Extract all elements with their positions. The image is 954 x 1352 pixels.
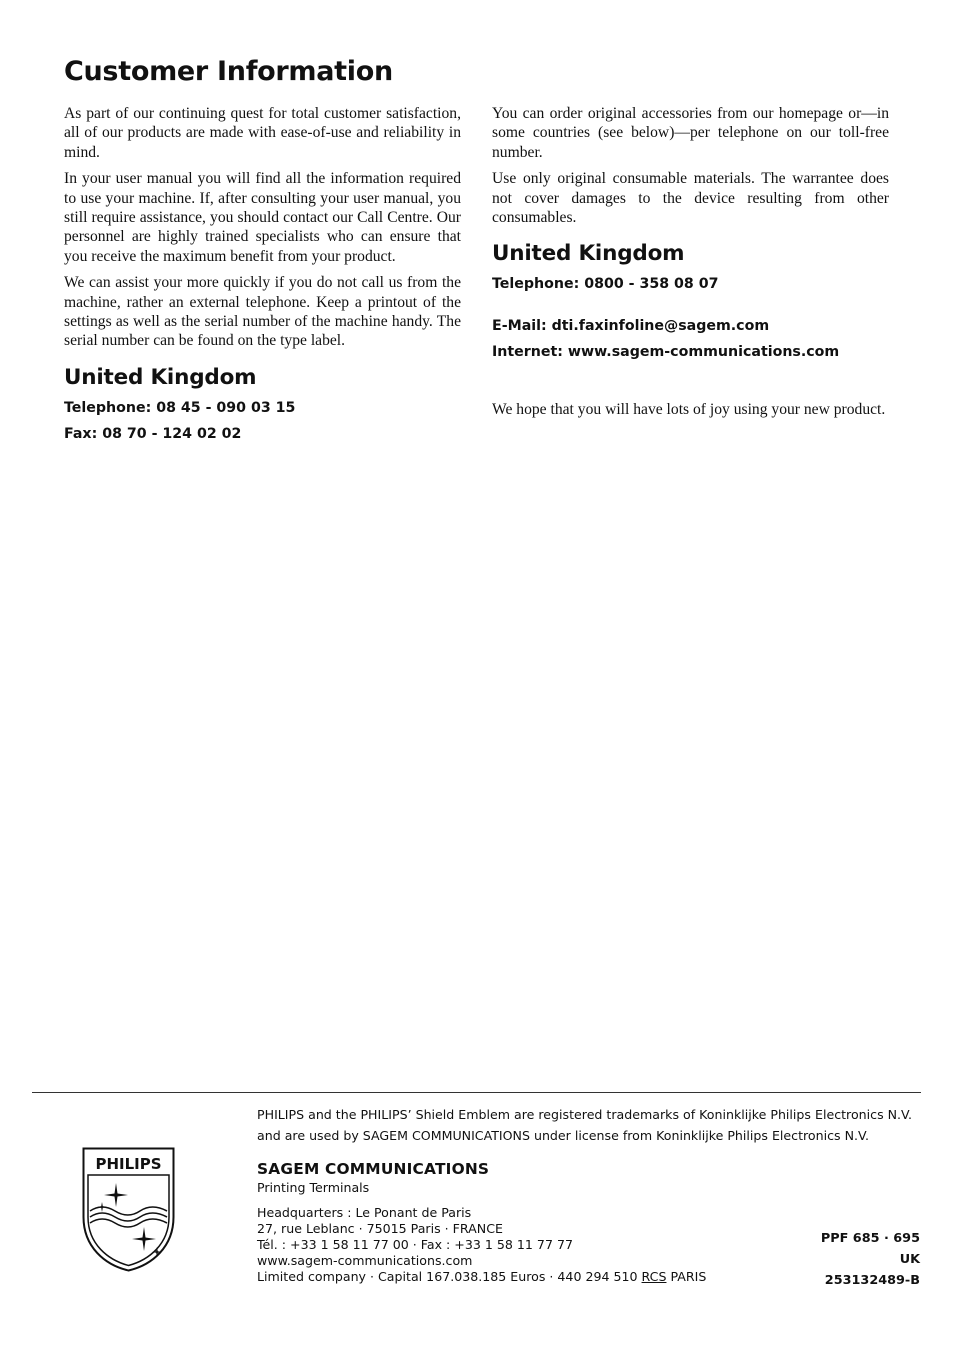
- star-icon: [152, 1247, 162, 1257]
- consumables-paragraph: Use only original consumable materials. The warrantee does not cover damages to the device resulting from other consumables.: [492, 170, 889, 227]
- model-info: [821, 1228, 920, 1291]
- legal-suffix: PARIS: [666, 1269, 707, 1284]
- company-division: Printing Terminals: [257, 1180, 370, 1195]
- company-name: SAGEM COMMUNICATIONS: [257, 1160, 490, 1178]
- manual-paragraph: In your user manual you will find all the information required to use your machine. If, after consulting your user manual, you still require assistance, you should contact our Call Centre. Our personnel are highly trained specialists who can ensure that you receive the maximum benefit from your product.: [64, 170, 461, 265]
- accessories-paragraph: You can order original accessories from our homepage or—in some countries (see below)—per telephone on our toll-free number.: [492, 105, 889, 161]
- part-number: 253132489-B: [824, 1273, 920, 1288]
- right-column: [492, 104, 889, 427]
- section-heading-uk-support: United Kingdom: [64, 364, 257, 390]
- model-number: PPF 685 · 695: [820, 1231, 920, 1246]
- trademark-line-2: and are used by SAGEM COMMUNICATIONS under license from Koninklijke Philips Electronics N.V.: [257, 1128, 870, 1143]
- orders-telephone: Telephone: 0800 - 358 08 07: [492, 276, 719, 293]
- philips-shield-logo: [82, 1147, 175, 1272]
- assist-paragraph: We can assist your more quickly if you do not call us from the machine, rather an external telephone. Keep a printout of the settings as well as the serial number of the machine handy. The serial number can be found on the type label.: [64, 274, 461, 350]
- region-code: UK: [899, 1252, 920, 1267]
- logo-wordmark: PHILIPS: [95, 1155, 162, 1173]
- support-telephone: Telephone: 08 45 - 090 03 15: [64, 399, 296, 416]
- support-fax: Fax: 08 70 - 124 02 02: [64, 425, 242, 442]
- orders-internet: Internet: www.sagem-communications.com: [492, 344, 840, 361]
- company-phone-fax: Tél. : +33 1 58 11 77 00 · Fax : +33 1 58 11 77 77: [257, 1237, 573, 1252]
- company-address: 27, rue Leblanc · 75015 Paris · FRANCE: [257, 1221, 503, 1236]
- left-column: [64, 104, 461, 452]
- closing-paragraph: We hope that you will have lots of joy using your new product.: [492, 401, 886, 419]
- headquarters: Headquarters : Le Ponant de Paris: [257, 1205, 472, 1220]
- footer-divider: [32, 1092, 921, 1093]
- orders-email: E-Mail: dti.faxinfoline@sagem.com: [492, 318, 770, 335]
- legal-prefix: Limited company · Capital 167.038.185 Euros · 440 294 510: [257, 1269, 642, 1284]
- intro-paragraph: As part of our continuing quest for total customer satisfaction, all of our products are made with ease-of-use and reliability in mind.: [64, 105, 461, 161]
- page-title: Customer Information: [64, 56, 393, 87]
- star-icon: [97, 1202, 107, 1212]
- trademark-line-1: PHILIPS and the PHILIPS’ Shield Emblem are registered trademarks of Koninklijke Philips Electronics N.V.: [257, 1107, 913, 1122]
- company-website: www.sagem-communications.com: [257, 1253, 473, 1268]
- star-icon: [104, 1183, 128, 1207]
- star-icon: [132, 1227, 156, 1251]
- legal-rcs: RCS: [641, 1269, 667, 1284]
- section-heading-uk-orders: United Kingdom: [492, 241, 685, 267]
